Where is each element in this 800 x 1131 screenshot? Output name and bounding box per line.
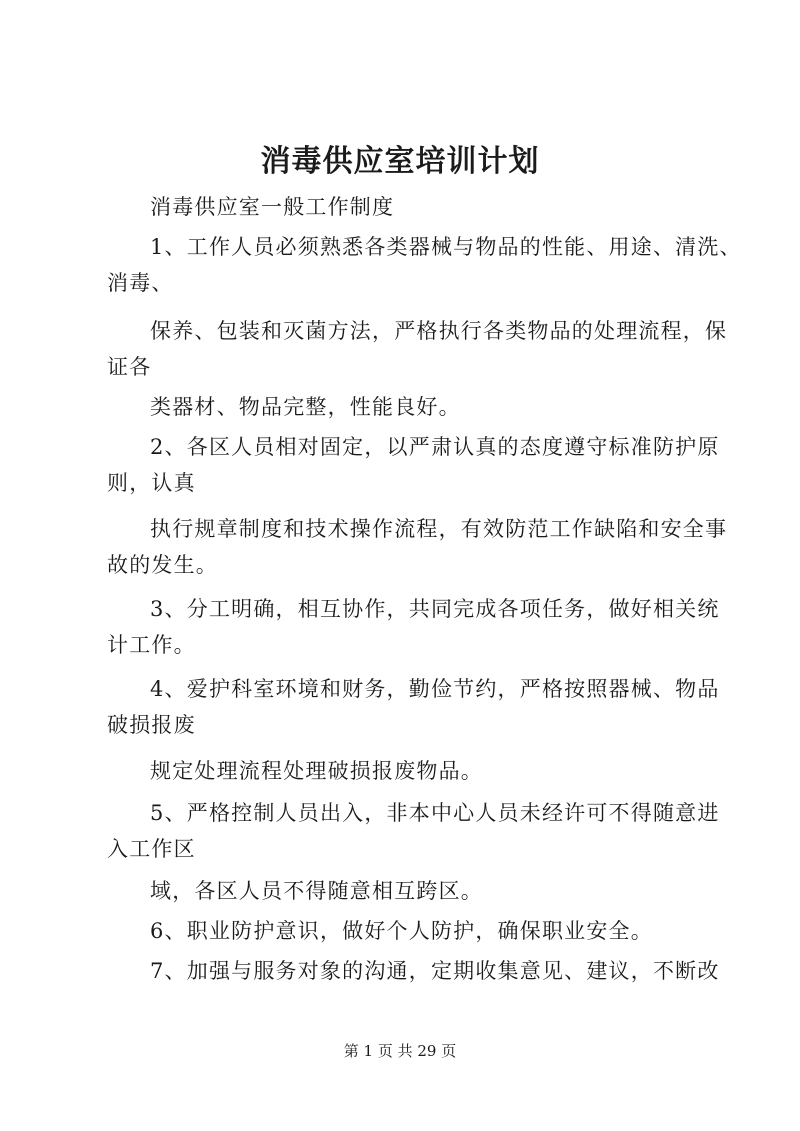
paragraph-line: 破损报废 (107, 713, 196, 737)
paragraph-line: 5、严格控制人员出入，非本中心人员未经许可不得随意进 (150, 801, 720, 825)
paragraph-line: 类器材、物品完整，性能良好。 (150, 395, 461, 419)
paragraph-line: 6、职业防护意识，做好个人防护，确保职业安全。 (150, 919, 653, 943)
paragraph-line: 1、工作人员必须熟悉各类器械与物品的性能、用途、清洗、 (150, 235, 742, 259)
paragraph-line: 消毒、 (107, 271, 174, 295)
paragraph-line: 故的发生。 (107, 553, 218, 577)
paragraph-line: 2、各区人员相对固定，以严肃认真的态度遵守标准防护原 (150, 435, 720, 459)
paragraph-line: 保养、包装和灭菌方法，严格执行各类物品的处理流程，保 (150, 319, 728, 343)
paragraph-line: 3、分工明确，相互协作，共同完成各项任务，做好相关统 (150, 597, 720, 621)
paragraph-line: 则，认真 (107, 471, 196, 495)
paragraph-line: 计工作。 (107, 633, 196, 657)
paragraph-line: 入工作区 (107, 837, 196, 861)
paragraph-line: 消毒供应室一般工作制度 (150, 195, 395, 219)
paragraph-line: 域，各区人员不得随意相互跨区。 (150, 879, 483, 903)
page-footer: 第 1 页 共 29 页 (343, 1042, 457, 1060)
paragraph-line: 4、爱护科室环境和财务，勤俭节约，严格按照器械、物品 (150, 677, 720, 701)
paragraph-line: 证各 (107, 355, 152, 379)
paragraph-line: 执行规章制度和技术操作流程，有效防范工作缺陷和安全事 (150, 517, 728, 541)
paragraph-line: 规定处理流程处理破损报废物品。 (150, 759, 483, 783)
paragraph-line: 7、加强与服务对象的沟通，定期收集意见、建议，不断改 (150, 959, 720, 983)
document-title: 消毒供应室培训计划 (260, 144, 540, 179)
